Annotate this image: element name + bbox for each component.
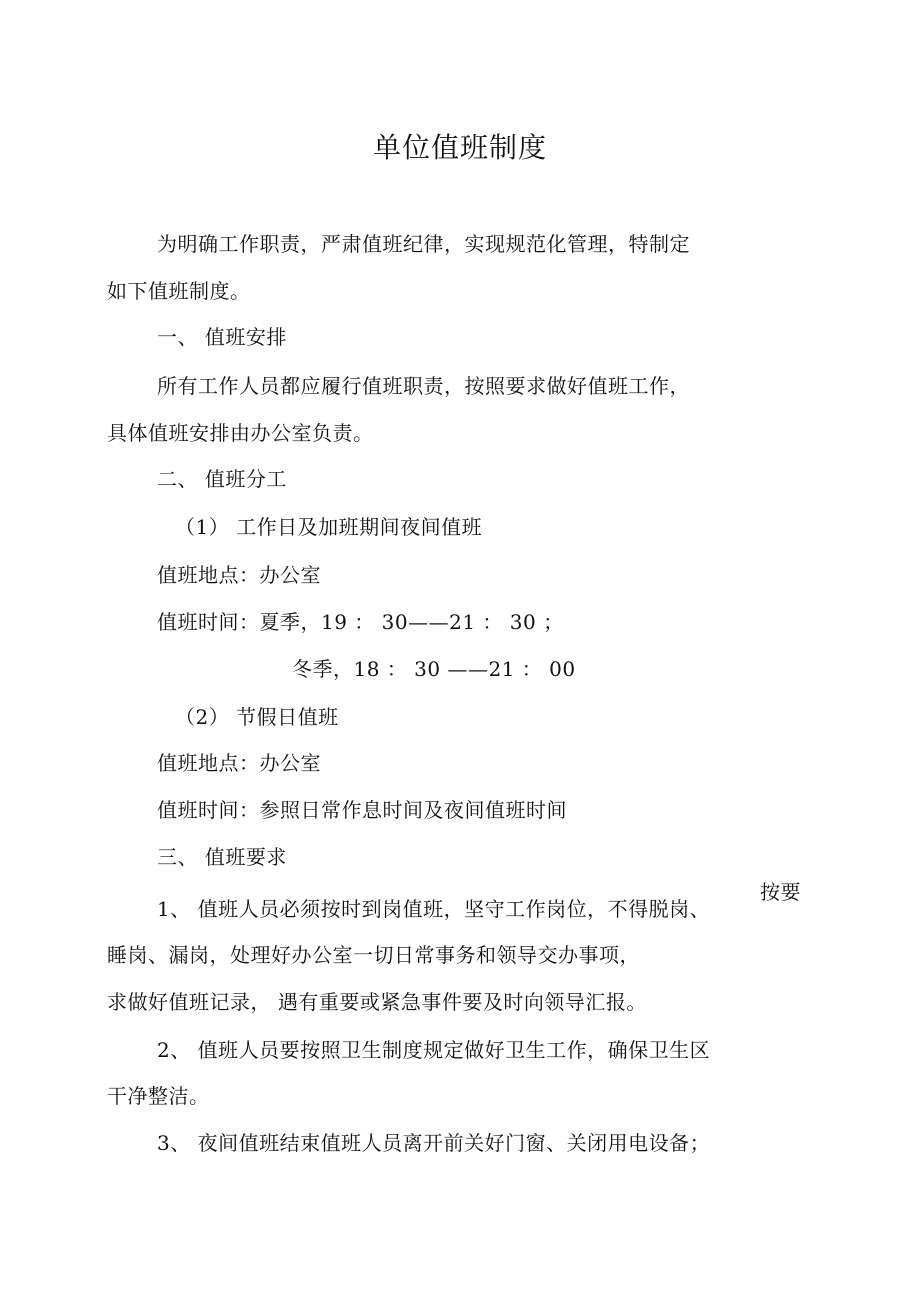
requirement-1-overflow-text: 按要 xyxy=(760,880,801,904)
subsection-2-heading: （2） 节假日值班 xyxy=(175,705,339,729)
requirement-2-line-1: 2、 值班人员要按照卫生制度规定做好卫生工作，确保卫生区 xyxy=(157,1038,711,1062)
subsection-1-time-winter: 冬季，18 ： 30 ——21 ： 00 xyxy=(292,657,576,681)
subsection-2-time: 值班时间：参照日常作息时间及夜间值班时间 xyxy=(157,798,567,822)
section-1-heading: 一、 值班安排 xyxy=(157,325,287,349)
requirement-1-line-1: 1、 值班人员必须按时到岗值班，坚守工作岗位，不得脱岗、 xyxy=(157,897,711,921)
document-title: 单位值班制度 xyxy=(372,131,547,164)
section-1-line-2: 具体值班安排由办公室负责。 xyxy=(107,421,374,445)
section-2-heading: 二、 值班分工 xyxy=(157,467,287,491)
subsection-2-location: 值班地点：办公室 xyxy=(157,751,321,775)
subsection-1-time-summer: 值班时间：夏季，19 ： 30——21 ： 30 ； xyxy=(157,610,564,634)
requirement-2-line-2: 干净整洁。 xyxy=(107,1084,210,1108)
section-3-heading: 三、 值班要求 xyxy=(157,845,287,869)
subsection-1-heading: （1） 工作日及加班期间夜间值班 xyxy=(175,515,483,539)
intro-line-1: 为明确工作职责，严肃值班纪律，实现规范化管理，特制定 xyxy=(157,232,690,256)
requirement-1-line-2: 睡岗、漏岗，处理好办公室一切日常事务和领导交办事项， xyxy=(107,943,640,967)
section-1-line-1: 所有工作人员都应履行值班职责，按照要求做好值班工作， xyxy=(157,374,690,398)
intro-line-2: 如下值班制度。 xyxy=(107,279,251,303)
subsection-1-location: 值班地点：办公室 xyxy=(157,563,321,587)
requirement-3-line-1: 3、 夜间值班结束值班人员离开前关好门窗、关闭用电设备； xyxy=(157,1131,711,1155)
requirement-1-line-3: 求做好值班记录， 遇有重要或紧急事件要及时向领导汇报。 xyxy=(107,990,647,1014)
